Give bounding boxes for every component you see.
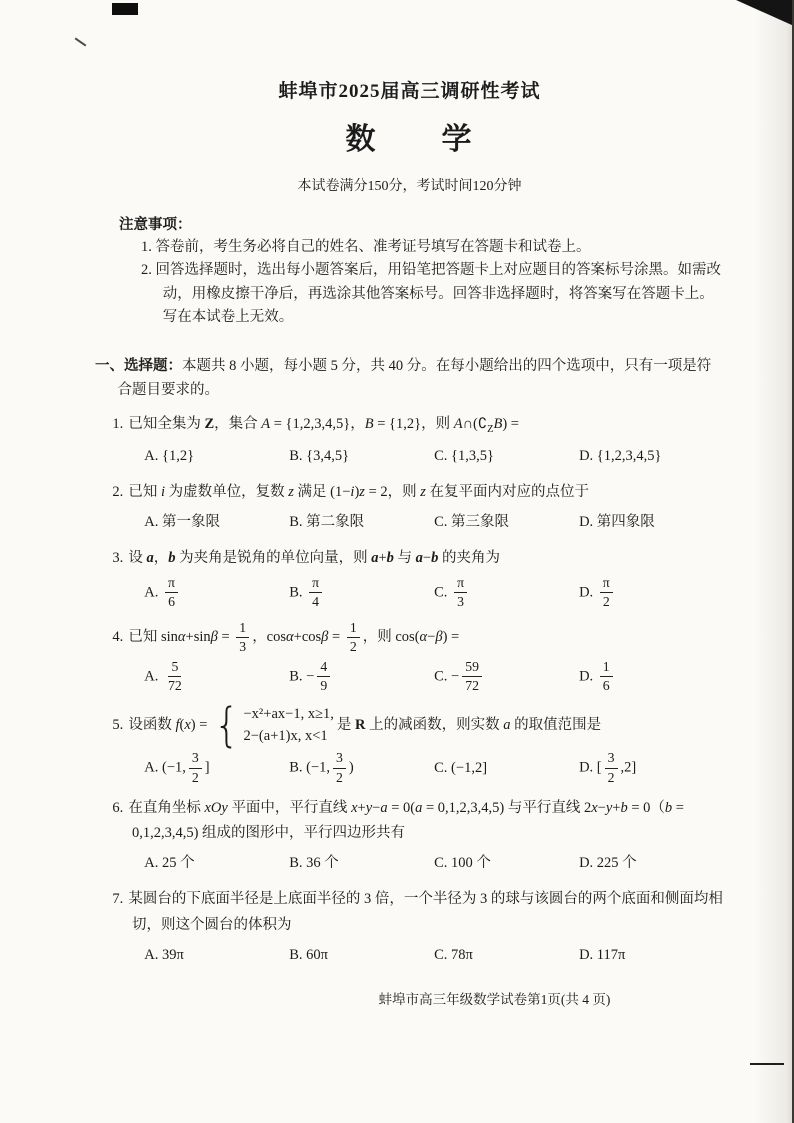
question-2-option-c: C. 第三象限 [434,514,510,531]
question-3-options [95,575,724,611]
question-2-text: 已知 i 为虚数单位，复数 z 满足 (1−i)z = 2，则 z 在复平面内对应的点位于 [128,484,590,500]
question-7 [95,887,724,970]
question-1-number: 1. [112,415,124,432]
question-2-option-a: A. 第一象限 [144,514,221,531]
question-4-text: 已知 sinα+sinβ = $\frac{1}{3}$ ，cosα+cosβ = $\frac{1}{2}$ ，则 cos(α−β) = [128,619,460,655]
question-4 [95,620,724,695]
question-4-option-b: B. − $\frac{4}{9}$ [289,659,434,695]
question-7-text: 某圆台的下底面半径是上底面半径的 3 倍，一个半径为 3 的球与该圆台的两个底面和侧面均相切，则这个圆台的体积为 [128,891,723,933]
question-1 [95,412,724,471]
question-2-options [95,508,724,537]
question-2 [95,480,724,537]
notes-label: 注意事项： [119,216,192,233]
question-7-option-a: A. 39π [144,947,184,963]
question-3-stem [95,546,724,571]
question-1-stem [95,412,724,439]
question-3-text: 设 a，b 为夹角是锐角的单位向量，则 a+b 与 a−b 的夹角为 [128,550,500,567]
question-4-option-d: D. $\frac{1}{6}$ [579,659,724,695]
question-3-option-c: C. $\frac{\pi}{3}$ [434,575,579,611]
note-item-1: 1. 答卷前，考生务必将自己的姓名、准考证号填写在答题卡和试卷上。 [141,239,591,256]
question-2-option-d: D. 第四象限 [579,514,655,531]
question-6 [95,796,724,879]
question-6-number: 6. [112,799,124,816]
question-3-option-d: D. $\frac{\pi}{2}$ [579,575,724,611]
question-6-option-d: D. 225 个 [579,855,637,872]
question-4-stem [95,620,724,656]
note-item-2: 2. 回答选择题时，选出每小题答案后，用铅笔把答题卡上对应题目的答案标号涂黑。如需改动，用橡皮擦干净后，再选涂其他答案标号。回答非选择题时，将答案写在答题卡上。写在本试卷上无效。 [141,262,721,325]
section1-heading-label: 一、选择题： [95,358,182,374]
question-5 [95,699,724,787]
question-7-stem [95,887,724,938]
question-4-option-c: C. − $\frac{59}{72}$ [434,659,579,695]
question-1-text: 已知全集为 Z，集合 A = {1,2,3,4,5}，B = {1,2}，则 $A\cap(∁_ZB)$ = [128,415,519,435]
notes-section [119,215,724,330]
question-5-option-c: C. (−1,2] [434,759,488,776]
scan-artifact-bottom-line [750,1063,784,1065]
question-7-options [95,941,724,970]
question-5-text: 设函数 f(x) = { −x²+ax−1, x≥1, 2−(a+1)x, x<1 是 R 上的减函数，则实数 a 的取值范围是 [128,699,602,753]
question-6-option-b: B. 36 个 [289,855,339,872]
section1-heading [95,355,724,403]
question-5-stem [95,699,724,753]
section1-heading-text: 本题共 8 小题，每小题 5 分，共 40 分。在每小题给出的四个选项中，只有一项是符合题目要求的。 [117,358,712,398]
exam-info: 本试卷满分150分，考试时间120分钟 [297,178,522,194]
question-5-number: 5. [112,717,124,734]
question-1-option-c: C. {1,3,5} [434,448,494,464]
question-2-stem [95,480,724,505]
exam-title: 蚌埠市2025届高三调研性考试 [278,81,541,102]
question-7-number: 7. [112,891,124,908]
question-3-option-a: A. $\frac{\pi}{6}$ [144,575,289,611]
question-6-text: 在直角坐标 xOy 平面中，平行直线 x+y−a = 0(a = 0,1,2,3,4,5) 与平行直线 2x−y+b = 0（b = 0,1,2,3,4,5) 组成的图形中，平行四边形共有 [128,799,684,841]
question-3-number: 3. [112,550,124,567]
question-6-stem [95,796,724,847]
question-5-option-a: A. (−1, $\frac{3}{2}$ ] [144,750,210,785]
question-1-option-a: A. {1,2} [144,448,195,464]
page-footer: 蚌埠市高三年级数学试卷第1页(共 4 页) [378,992,611,1007]
question-5-option-b: B. (−1, $\frac{3}{2}$ ) [289,750,354,785]
question-1-options [95,442,724,471]
question-5-options [95,750,724,786]
question-7-option-b: B. 60π [289,947,328,963]
question-2-option-b: B. 第二象限 [289,514,365,531]
exam-subject: 数 学 [345,122,474,156]
question-6-option-a: A. 25 个 [144,855,195,872]
question-1-option-b: B. {3,4,5} [289,448,350,464]
question-2-number: 2. [112,484,124,500]
question-4-number: 4. [112,629,124,646]
question-1-option-d: D. {1,2,3,4,5} [579,448,662,464]
question-4-option-a: A. $\frac{5}{72}$ [144,658,182,694]
question-4-options [95,659,724,695]
question-6-options [95,849,724,878]
scan-artifact-top-bar [112,3,138,15]
question-6-option-c: C. 100 个 [434,855,491,872]
question-7-option-c: C. 78π [434,947,473,963]
question-7-option-d: D. 117π [579,947,626,963]
question-3 [95,546,724,610]
question-5-option-d: D. [ $\frac{3}{2}$ ,2] [579,750,637,785]
question-3-option-b: B. $\frac{\pi}{4}$ [289,575,434,611]
